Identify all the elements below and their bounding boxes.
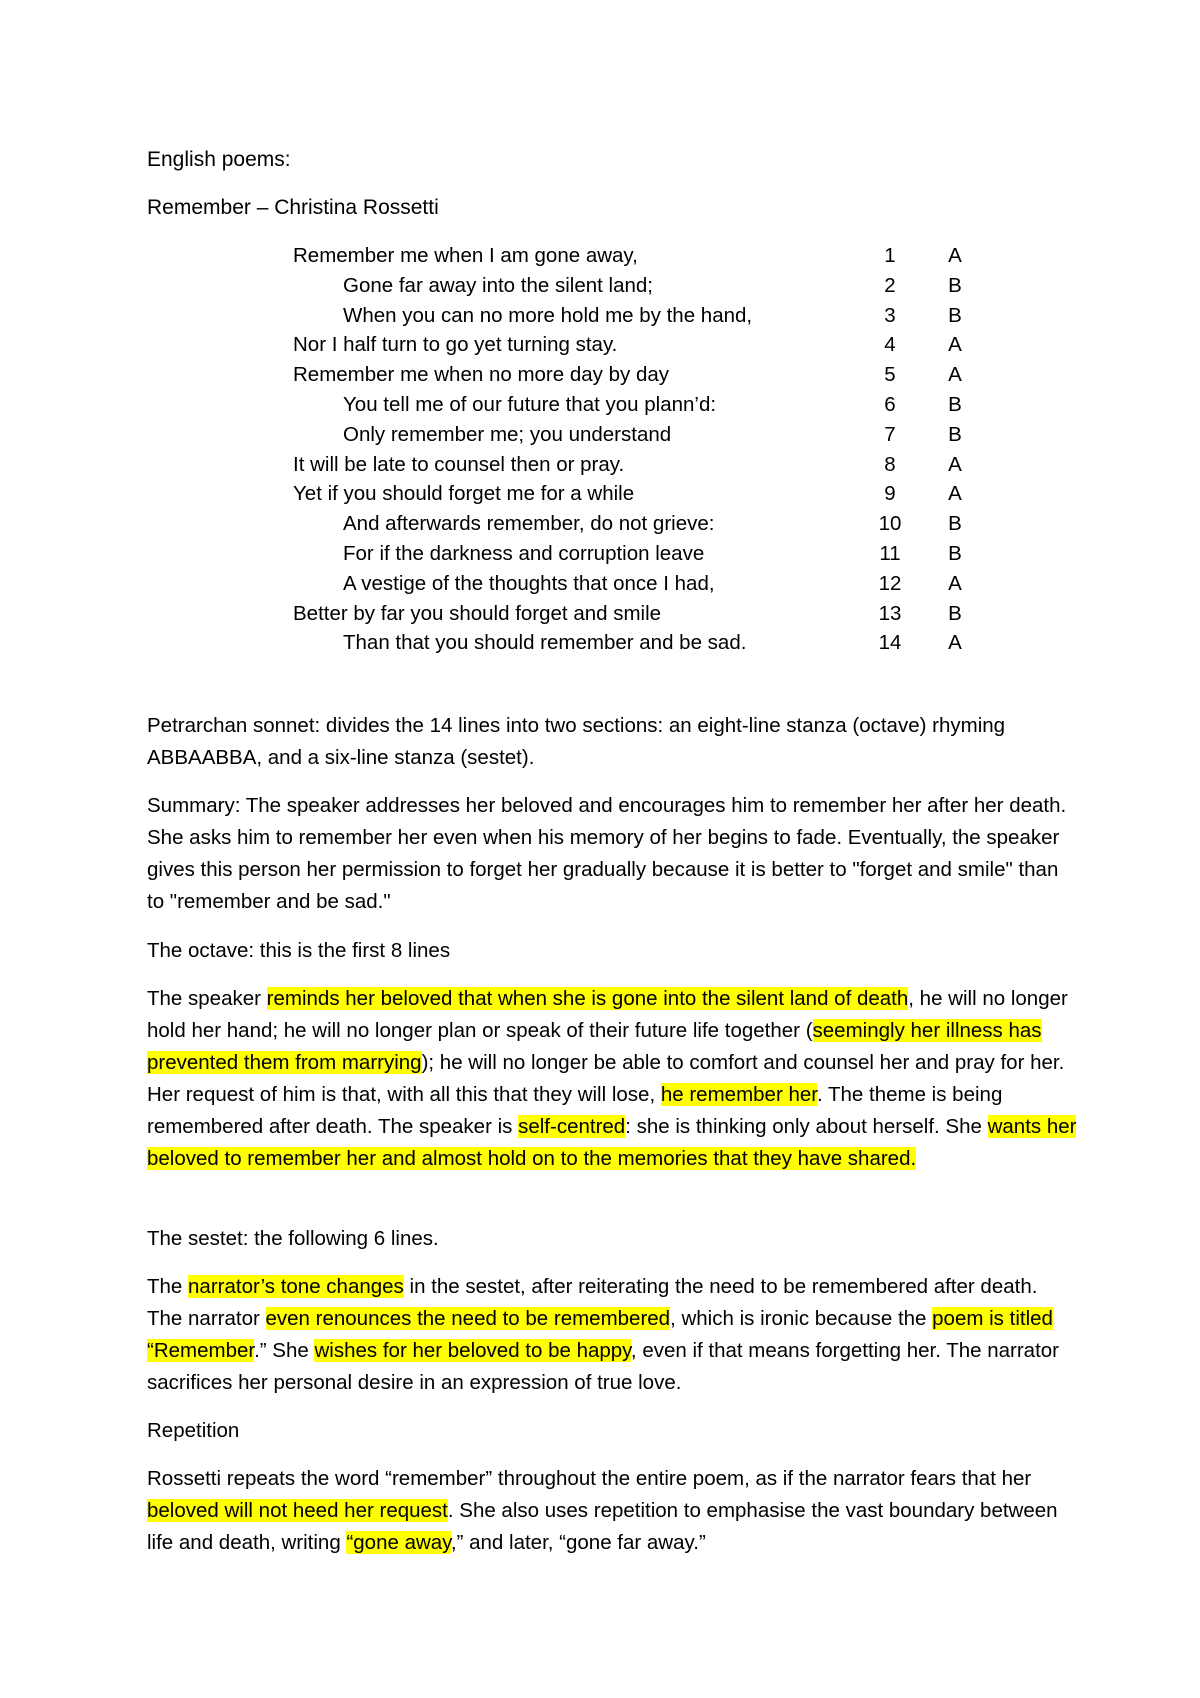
rhyme-letter: A [948, 631, 962, 655]
poem-line [0, 271, 1200, 301]
poem-line-text: And afterwards remember, do not grieve: [343, 512, 715, 536]
poem-line [0, 479, 1200, 509]
octave-text: The speaker reminds her beloved that when she is gone into the silent land of death, he will no longer hold her hand; he will no longer plan or speak of their future life together (seemingly her illness has prevented them from marrying); he will no longer be able to comfort and counsel her and pray for her. Her request of him is that, with all this that they will lose, he remember her. The theme is being remembered after death. The speaker is self-centred: she is thinking only about herself. She wants her beloved to remember her and almost hold on to the memories that they have shared. [147, 987, 1077, 1170]
highlight: poem is titled “Remember [147, 1307, 1053, 1362]
rhyme-letter: B [948, 541, 962, 565]
poem-line [0, 509, 1200, 539]
poem-line-text: Gone far away into the silent land; [343, 273, 653, 297]
highlight: wants her beloved to remember her and almost hold on to the memories that they have shared. [147, 1115, 1077, 1170]
poem-line [0, 301, 1200, 331]
line-number: 12 [878, 571, 902, 595]
rhyme-letter: B [948, 512, 962, 536]
poem-line-text: Remember me when no more day by day [293, 363, 670, 387]
line-number: 1 [884, 244, 896, 267]
poem-line-text: When you can no more hold me by the hand, [343, 303, 753, 327]
sonnet-paragraph [147, 710, 1077, 774]
poem-line-text: Yet if you should forget me for a while [293, 482, 635, 506]
poem-line [0, 330, 1200, 360]
summary-text: Summary: The speaker addresses her beloved and encourages him to remember her after her death. She asks him to remember her even when his memory of her begins to fade. Eventually, the speaker gives this person her permission to forget her gradually because it is better to "forget and smile" than to "remember and be sad." [147, 794, 1067, 913]
repetition-text: Rossetti repeats the word “remember” throughout the entire poem, as if the narrator fears that her beloved will not heed her request. She also uses repetition to emphasise the vast boundary between life and death, writing “gone away,” and later, “gone far away.” [147, 1467, 1058, 1554]
line-number: 11 [879, 541, 901, 565]
line-number: 13 [878, 601, 902, 625]
octave-paragraph [147, 983, 1077, 1175]
line-number: 5 [884, 363, 896, 387]
rhyme-letter: A [948, 482, 962, 506]
rhyme-letter: A [948, 363, 962, 387]
sestet-paragraph [147, 1271, 1077, 1399]
highlight: he remember her [660, 1083, 817, 1106]
highlight: seemingly her illness has prevented them from marrying [147, 1019, 1042, 1074]
poem-line [0, 539, 1200, 569]
summary-paragraph [147, 790, 1077, 918]
sestet-text: The narrator’s tone changes in the sestet, after reiterating the need to be remembered after death. The narrator even renounces the need to be remembered, which is ironic because the poem is titled “Remember.” She wishes for her beloved to be happy, even if that means forgetting her. The narrator sacrifices her personal desire in an expression of true love. [147, 1275, 1060, 1394]
poem-line [0, 360, 1200, 390]
octave-heading: The octave: this is the first 8 lines [147, 939, 451, 962]
line-number: 14 [878, 631, 902, 655]
poem-line-text: Only remember me; you understand [343, 422, 672, 446]
repetition-heading: Repetition [147, 1419, 240, 1442]
highlight: self-centred [518, 1115, 626, 1138]
highlight: wishes for her beloved to be happy [314, 1339, 631, 1362]
highlight: reminds her beloved that when she is gone into the silent land of death [266, 987, 909, 1010]
poem-line-text: Nor I half turn to go yet turning stay. [293, 333, 618, 357]
poem-line [0, 599, 1200, 629]
poem-line-text: Than that you should remember and be sad. [343, 631, 747, 655]
poem-line-text: For if the darkness and corruption leave [343, 541, 705, 565]
sonnet-text: Petrarchan sonnet: divides the 14 lines into two sections: an eight-line stanza (octave) rhyming ABBAABBA, and a six-line stanza (sestet). [147, 714, 1006, 769]
line-number: 3 [884, 303, 896, 327]
sestet-heading: The sestet: the following 6 lines. [147, 1227, 439, 1250]
poem-block [0, 241, 1200, 658]
rhyme-letter: B [948, 303, 962, 327]
rhyme-letter: B [948, 601, 962, 625]
highlight: narrator’s tone changes [188, 1275, 404, 1298]
poem-line-text: A vestige of the thoughts that once I had, [343, 571, 715, 595]
rhyme-letter: B [948, 273, 962, 297]
poem-title: Remember – Christina Rossetti [147, 196, 439, 219]
poem-line [0, 450, 1200, 480]
poem-line-text: Remember me when I am gone away, [293, 244, 638, 267]
poem-line-text: Better by far you should forget and smile [293, 601, 662, 625]
highlight: beloved will not heed her request [147, 1499, 448, 1522]
line-number: 8 [884, 452, 896, 476]
poem-line [0, 628, 1200, 658]
rhyme-letter: A [948, 452, 962, 476]
line-number: 2 [884, 273, 896, 297]
rhyme-letter: A [948, 333, 962, 357]
document-heading: English poems: [147, 148, 291, 171]
poem-line [0, 390, 1200, 420]
poem-line [0, 420, 1200, 450]
highlight: “gone away [346, 1531, 451, 1554]
line-number: 10 [878, 512, 902, 536]
repetition-paragraph [147, 1463, 1077, 1559]
rhyme-letter: A [948, 571, 962, 595]
poem-line [0, 241, 1200, 271]
line-number: 7 [884, 422, 896, 446]
line-number: 6 [884, 392, 896, 416]
line-number: 9 [884, 482, 896, 506]
rhyme-letter: B [948, 422, 962, 446]
poem-line-text: It will be late to counsel then or pray. [293, 452, 625, 476]
line-number: 4 [884, 333, 896, 357]
rhyme-letter: B [948, 392, 962, 416]
rhyme-letter: A [948, 244, 962, 267]
poem-line [0, 569, 1200, 599]
poem-line-text: You tell me of our future that you plann’d: [343, 392, 717, 416]
highlight: even renounces the need to be remembered [265, 1307, 671, 1330]
